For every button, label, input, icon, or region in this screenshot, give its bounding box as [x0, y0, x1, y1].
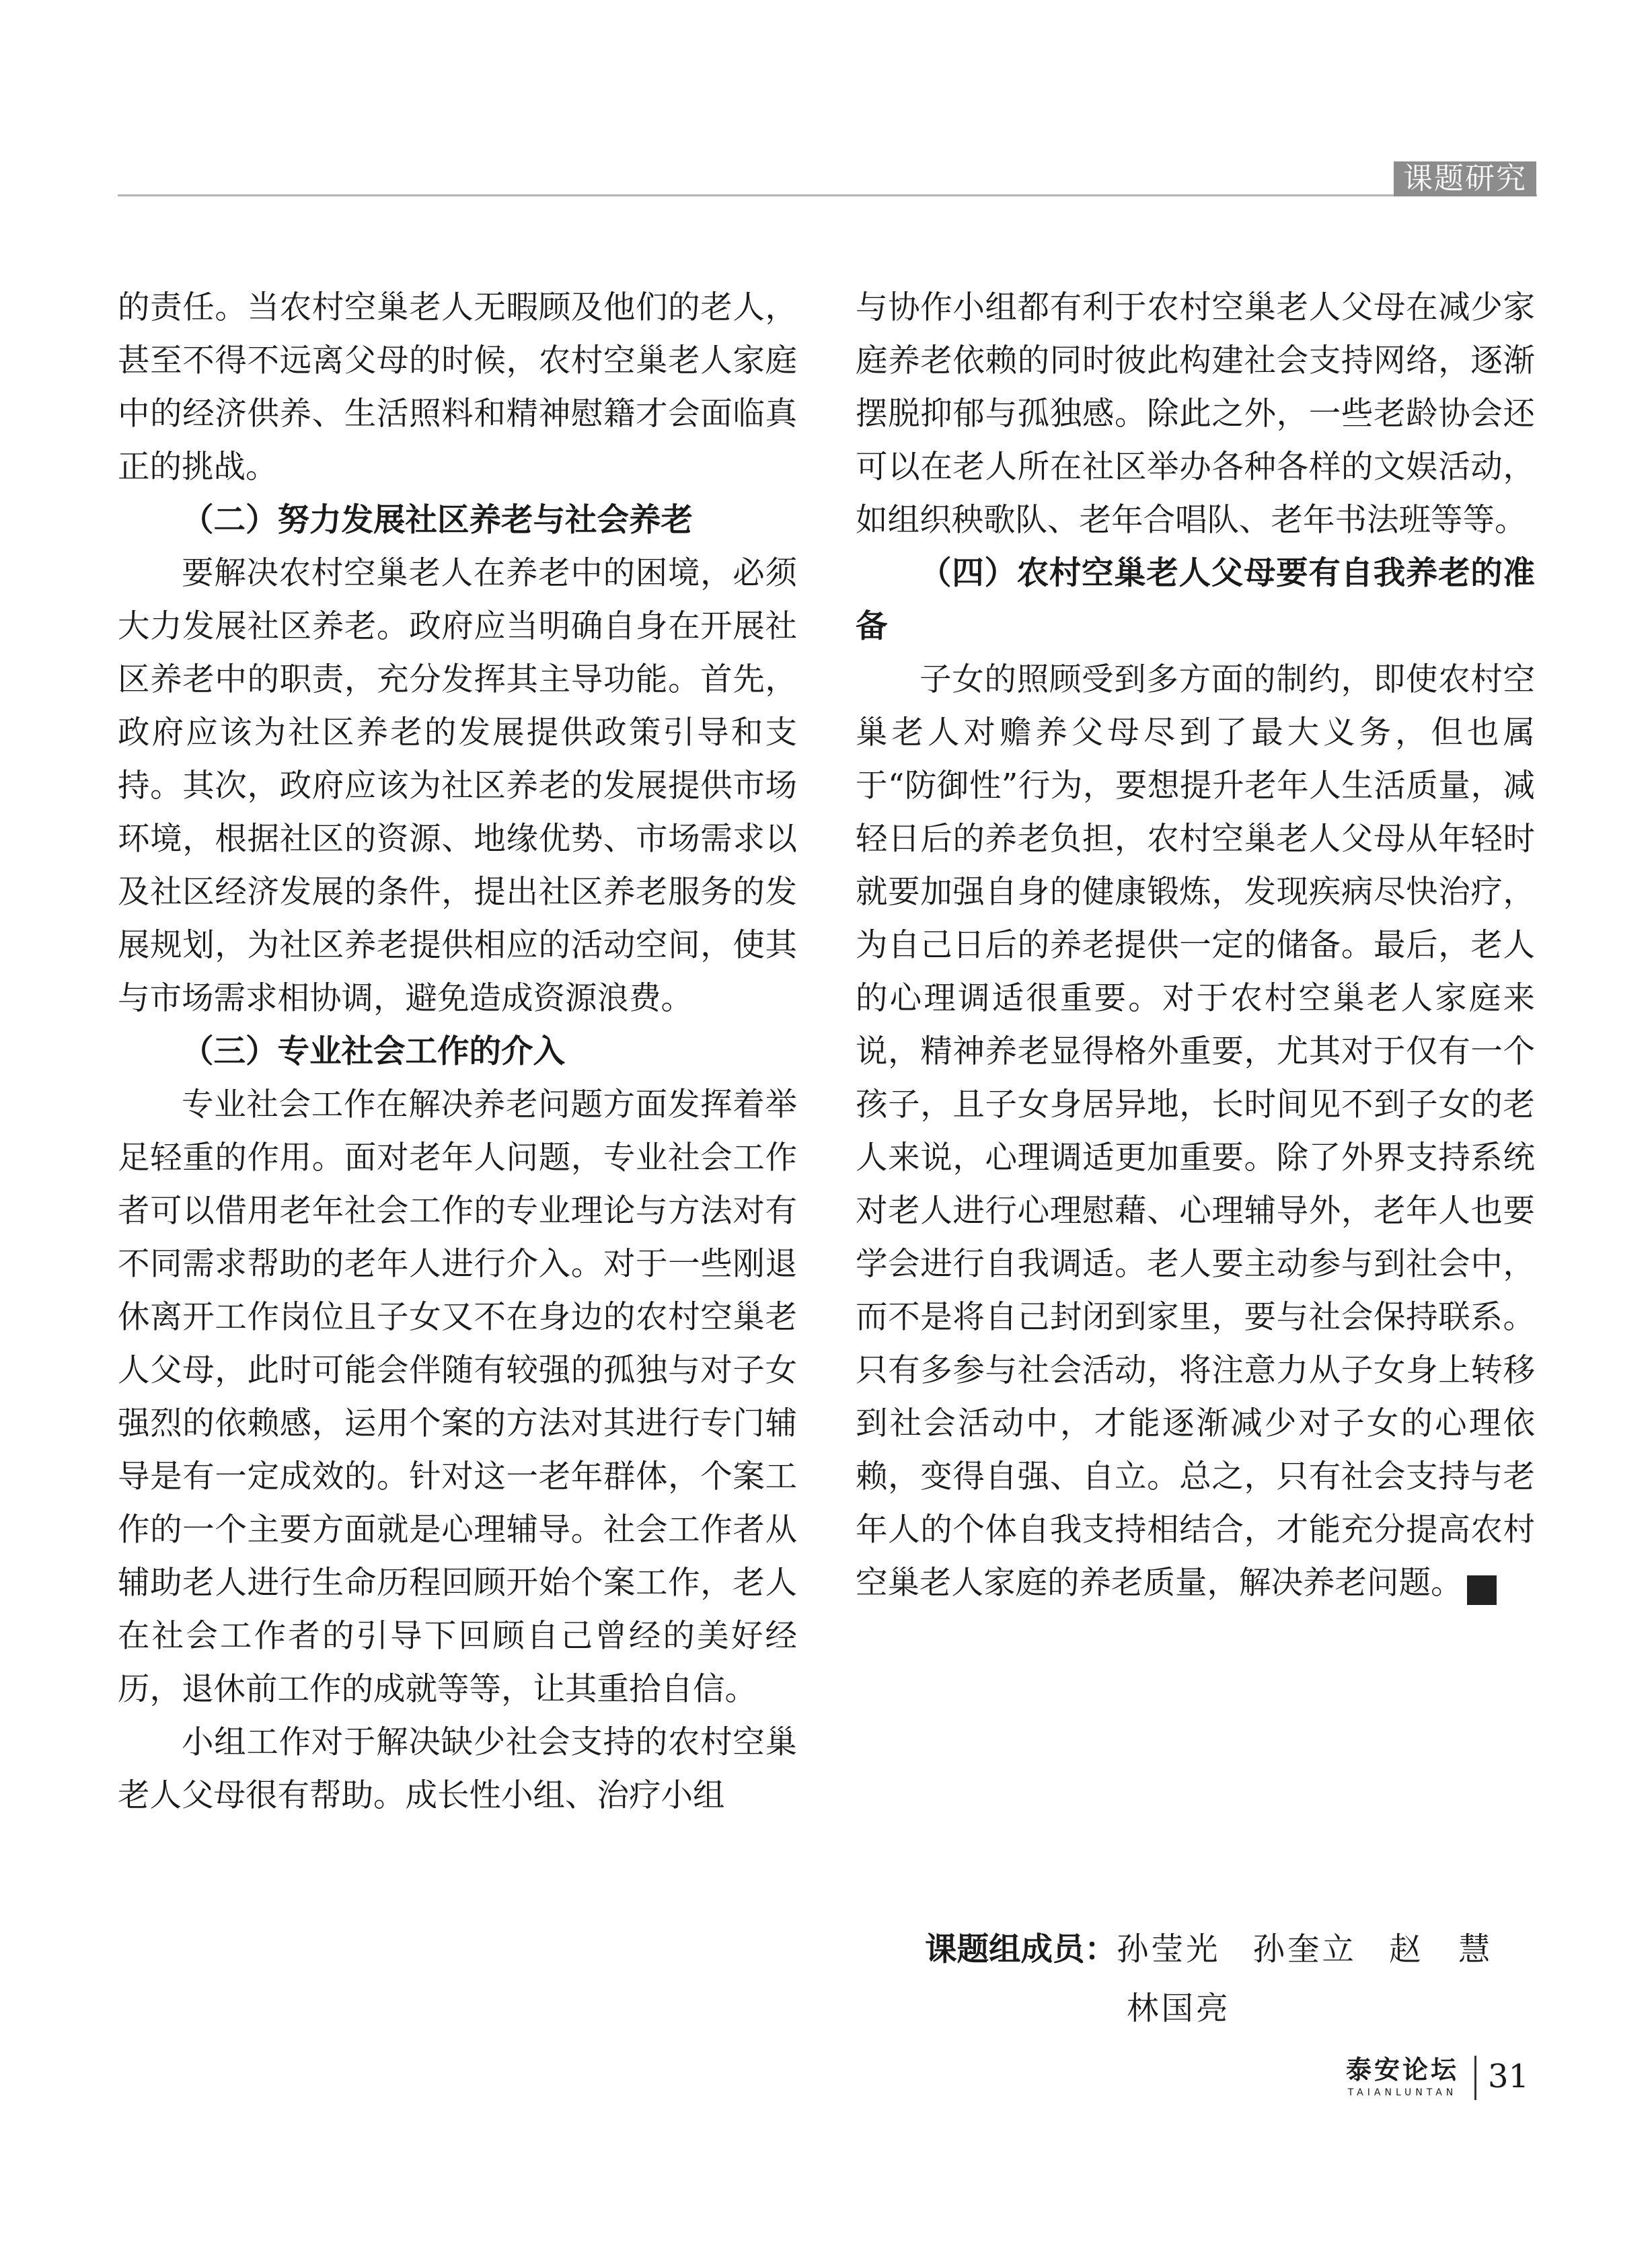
members-label: 课题组成员：: [925, 1931, 1117, 1968]
right-column: [856, 281, 1552, 1610]
member-name: 赵 慧: [1389, 1931, 1493, 1968]
left-column: [118, 281, 797, 1822]
section-heading: （二）努力发展社区养老与社会养老: [182, 501, 693, 539]
paragraph: 要解决农村空巢老人在养老中的困境，必须大力发展社区养老。政府应当明确自身在开展社区养老中的职责，充分发挥其主导功能。首先，政府应该为社区养老的发展提供政策引导和支持。其次，政府应该为社区养老的发展提供市场环境，根据社区的资源、地缘优势、市场需求以及社区经济发展的条件，提出社区养老服务的发展规划，为社区养老提供相应的活动空间，使其与市场需求相协调，避免造成资源浪费。: [118, 555, 797, 1017]
section-heading: （三）专业社会工作的介入: [182, 1033, 565, 1070]
paragraph-text: 子女的照顾受到多方面的制约，即使农村空巢老人对赡养父母尽到了最大义务，但也属于“防御性”行为，要想提升老年人生活质量，减轻日后的养老负担，农村空巢老人父母从年轻时就要加强自身的健康锻炼，发现疾病尽快治疗，为自己日后的养老提供一定的储备。最后，老人的心理调适很重要。对于农村空巢老人家庭来说，精神养老显得格外重要，尤其对于仅有一个孩子，且子女身居异地，长时间见不到子女的老人来说，心理调适更加重要。除了外界支持系统对老人进行心理慰藉、心理辅导外，老年人也要学会进行自我调适。老人要主动参与到社会中，而不是将自己封闭到家里，要与社会保持联系。只有多参与社会活动，将注意力从子女身上转移到社会活动中，才能逐渐减少对子女的心理依赖，变得自强、自立。总之，只有社会支持与老年人的个体自我支持相结合，才能充分提高农村空巢老人家庭的养老质量，解决养老问题。: [856, 661, 1535, 1602]
member-name: 孙莹光: [1117, 1931, 1221, 1968]
journal-name-latin: TAIANLUNTAN: [1347, 2087, 1458, 2098]
section-label: 课题研究: [1394, 161, 1536, 196]
paragraph: 小组工作对于解决缺少社会支持的农村空巢老人父母很有帮助。成长性小组、治疗小组: [118, 1724, 797, 1814]
journal-name: 泰安论坛: [1345, 2055, 1459, 2085]
member-name: 林国亮: [1127, 1990, 1231, 2027]
paragraph: 专业社会工作在解决养老问题方面发挥着举足轻重的作用。面对老年人问题，专业社会工作者可以借用老年社会工作的专业理论与方法对有不同需求帮助的老年人进行介入。对于一些刚退休离开工作岗位且子女又不在身边的农村空巢老人父母，此时可能会伴随有较强的孤独与对子女强烈的依赖感，运用个案的方法对其进行专门辅导是有一定成效的。针对这一老年群体，个案工作的一个主要方面就是心理辅导。社会工作者从辅助老人进行生命历程回顾开始个案工作，老人在社会工作者的引导下回顾自己曾经的美好经历，退休前工作的成就等等，让其重拾自信。: [118, 1086, 797, 1708]
footer-divider: [1474, 2056, 1476, 2100]
end-of-article-icon: 成: [1467, 1575, 1497, 1605]
paragraph: 与协作小组都有利于农村空巢老人父母在减少家庭养老依赖的同时彼此构建社会支持网络，逐渐摆脱抑郁与孤独感。除此之外，一些老龄协会还可以在老人所在社区举办各种各样的文娱活动，如组织秧歌队、老年合唱队、老年书法班等等。: [856, 289, 1535, 539]
paragraph-with-end-mark: [856, 653, 1552, 1610]
research-group-members: [925, 1920, 1526, 2039]
header-rule: [118, 194, 1537, 196]
page-number: 31: [1488, 2058, 1530, 2095]
section-heading: （四）农村空巢老人父母要有自我养老的准备: [856, 554, 1535, 645]
member-name: 孙奎立: [1252, 1931, 1357, 1968]
paragraph: 的责任。当农村空巢老人无暇顾及他们的老人，甚至不得不远离父母的时候，农村空巢老人家庭中的经济供养、生活照料和精神慰籍才会面临真正的挑战。: [118, 289, 797, 486]
journal-logo: [1339, 2054, 1466, 2100]
